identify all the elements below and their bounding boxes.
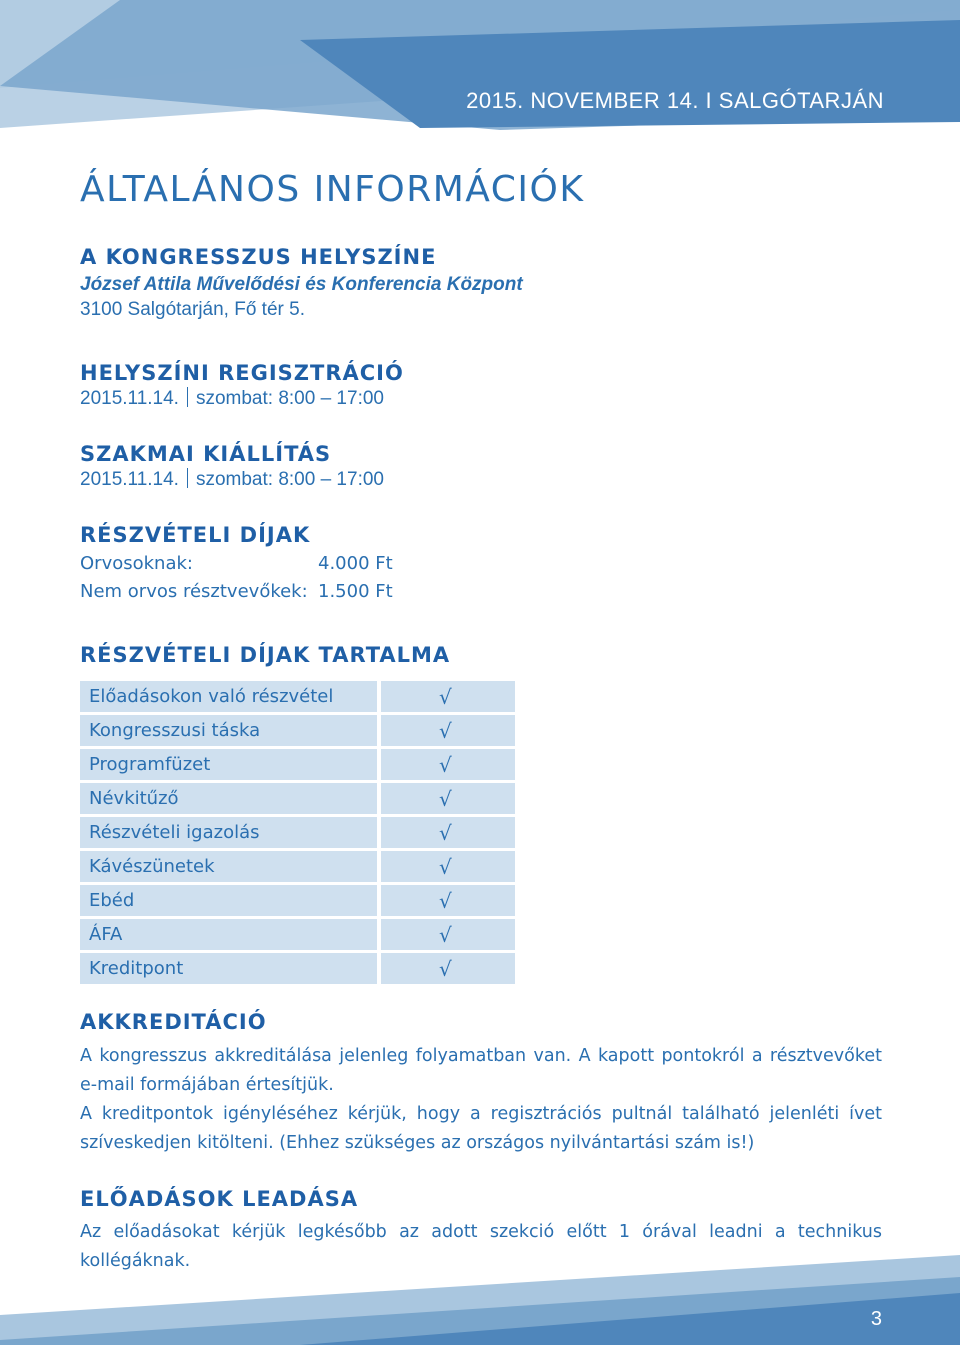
venue-section [80, 244, 882, 324]
table-row [80, 885, 515, 916]
accreditation-paragraph-2: A kreditpontok igényléséhez kérjük, hogy a regisztrációs pultnál található jelenléti ívet szíveskedjen kitölteni. (Ehhez szükséges az országos nyilvántartási szám is!) [80, 1103, 882, 1153]
item-label: Részvételi igazolás [80, 817, 377, 848]
exhibition-time: szombat: 8:00 – 17:00 [195, 469, 384, 491]
fee-contents-section [80, 642, 882, 987]
fee-label: Orvosoknak: [80, 553, 193, 575]
item-label: ÁFA [80, 919, 377, 950]
check-mark: √ [381, 953, 515, 984]
table-row [80, 953, 515, 984]
item-label: Ebéd [80, 885, 377, 916]
lectures-heading: ELŐADÁSOK LEADÁSA [80, 1186, 359, 1211]
separator [187, 468, 188, 488]
fee-label: Nem orvos résztvevőkek: [80, 581, 308, 603]
registration-heading: HELYSZÍNI REGISZTRÁCIÓ [80, 361, 404, 386]
main-content [80, 160, 882, 1276]
accreditation-heading: AKKREDITÁCIÓ [80, 1010, 267, 1035]
separator [187, 387, 188, 407]
bottom-decorative-band [0, 1255, 960, 1345]
check-mark: √ [381, 885, 515, 916]
fees-list [80, 550, 882, 606]
check-mark: √ [381, 851, 515, 882]
table-row [80, 851, 515, 882]
table-row [80, 783, 515, 814]
registration-datetime [80, 386, 882, 413]
table-row [80, 919, 515, 950]
fee-value: 1.500 Ft [318, 581, 393, 603]
registration-time: szombat: 8:00 – 17:00 [195, 388, 384, 410]
item-label: Programfüzet [80, 749, 377, 780]
header-date-location: 2015. NOVEMBER 14. I SALGÓTARJÁN [466, 88, 884, 113]
exhibition-datetime [80, 467, 882, 494]
accreditation-section [80, 1009, 882, 1157]
item-label: Előadásokon való részvétel [80, 681, 377, 712]
page-number: 3 [870, 1308, 882, 1330]
table-row [80, 817, 515, 848]
check-mark: √ [381, 715, 515, 746]
table-row [80, 749, 515, 780]
check-mark: √ [381, 681, 515, 712]
table-row [80, 715, 515, 746]
fees-section [80, 522, 882, 606]
item-label: Névkitűző [80, 783, 377, 814]
venue-address: 3100 Salgótarján, Fő tér 5. [80, 299, 305, 321]
exhibition-date: 2015.11.14. [80, 469, 179, 491]
venue-name: József Attila Művelődési és Konferencia Központ [80, 273, 523, 295]
table-row [80, 681, 515, 712]
item-label: Kávészünetek [80, 851, 377, 882]
venue-heading: A KONGRESSZUS HELYSZÍNE [80, 244, 437, 269]
check-mark: √ [381, 749, 515, 780]
fee-contents-table [80, 678, 515, 987]
registration-date: 2015.11.14. [80, 388, 179, 410]
item-label: Kreditpont [80, 953, 377, 984]
fee-value: 4.000 Ft [318, 553, 393, 575]
lectures-paragraph: Az előadásokat kérjük legkésőbb az adott szekció előtt 1 órával leadni a technikus kollégáknak. [80, 1221, 882, 1271]
check-mark: √ [381, 817, 515, 848]
check-mark: √ [381, 783, 515, 814]
item-label: Kongresszusi táska [80, 715, 377, 746]
exhibition-section [80, 441, 882, 494]
exhibition-heading: SZAKMAI KIÁLLÍTÁS [80, 441, 332, 466]
fee-contents-heading: RÉSZVÉTELI DÍJAK TARTALMA [80, 643, 451, 668]
fees-heading: RÉSZVÉTELI DÍJAK [80, 522, 311, 547]
accreditation-paragraph-1: A kongresszus akkreditálása jelenleg folyamatban van. A kapott pontokról a résztvevőket e-mail formájában értesítjük. [80, 1045, 882, 1095]
check-mark: √ [381, 919, 515, 950]
page-title: ÁLTALÁNOS INFORMÁCIÓK [80, 169, 585, 210]
registration-section [80, 360, 882, 413]
